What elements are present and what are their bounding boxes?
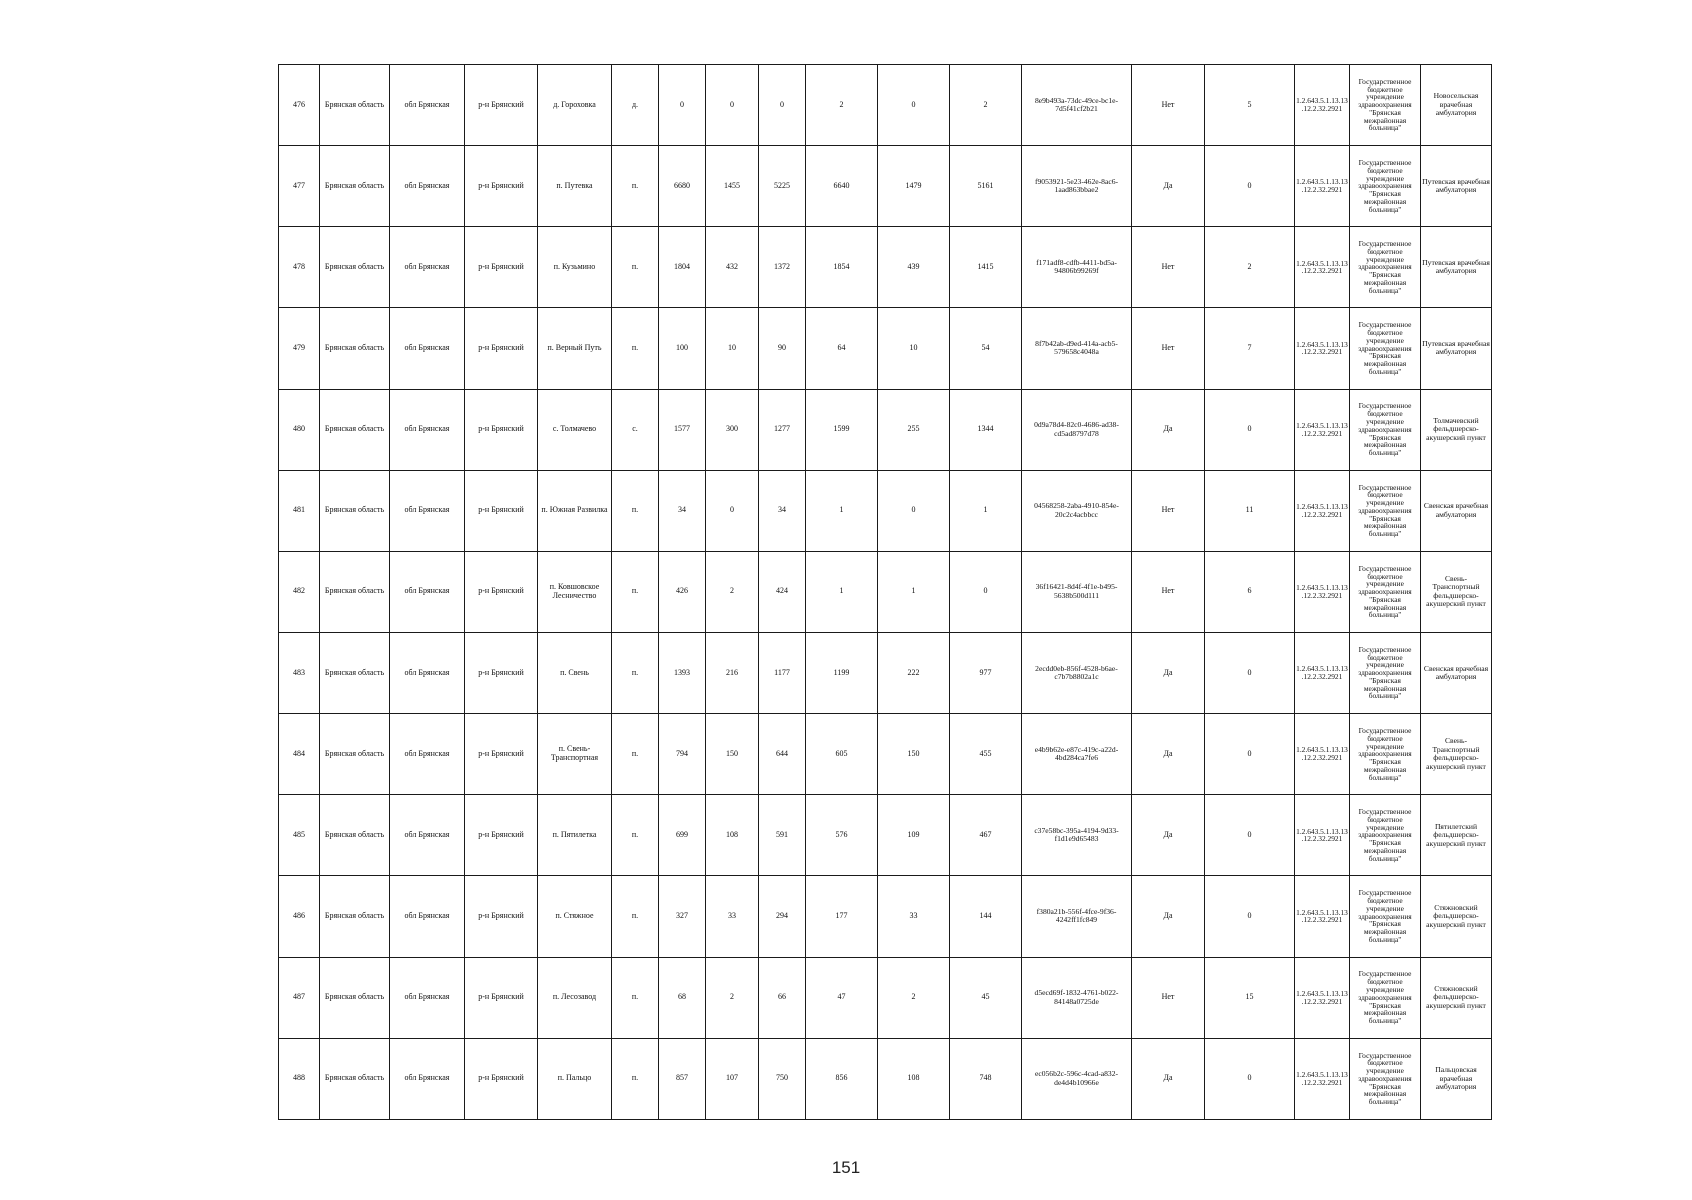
row-number-cell: 481 bbox=[279, 470, 320, 551]
attached-total-cell: 1854 bbox=[806, 227, 878, 308]
has-facility-cell: Да bbox=[1132, 389, 1205, 470]
table-row bbox=[279, 389, 1492, 470]
region-cell: Брянская область bbox=[320, 470, 390, 551]
population-adults-cell: 90 bbox=[759, 308, 806, 389]
attached-children-cell: 1479 bbox=[878, 146, 950, 227]
has-facility-cell: Да bbox=[1132, 1038, 1205, 1119]
table-row bbox=[279, 795, 1492, 876]
has-facility-cell: Нет bbox=[1132, 65, 1205, 146]
facility-cell: Свенская врачебная амбулатория bbox=[1421, 632, 1492, 713]
has-facility-cell: Нет bbox=[1132, 957, 1205, 1038]
row-number-cell: 488 bbox=[279, 1038, 320, 1119]
has-facility-cell: Да bbox=[1132, 876, 1205, 957]
oblast-cell: обл Брянская bbox=[390, 551, 465, 632]
settlement-cell: п. Верный Путь bbox=[538, 308, 612, 389]
has-facility-cell: Нет bbox=[1132, 470, 1205, 551]
population-adults-cell: 591 bbox=[759, 795, 806, 876]
attached-children-cell: 1 bbox=[878, 551, 950, 632]
population-total-cell: 0 bbox=[659, 65, 706, 146]
oblast-cell: обл Брянская bbox=[390, 146, 465, 227]
settlement-type-cell: п. bbox=[612, 714, 659, 795]
row-number-cell: 483 bbox=[279, 632, 320, 713]
settlement-cell: п. Свень bbox=[538, 632, 612, 713]
table-row bbox=[279, 876, 1492, 957]
facility-cell: Стяжновский фельдшерско-акушерский пункт bbox=[1421, 957, 1492, 1038]
attached-total-cell: 6640 bbox=[806, 146, 878, 227]
region-cell: Брянская область bbox=[320, 146, 390, 227]
oid-code-cell: 1.2.643.5.1.13.13.12.2.32.2921 bbox=[1295, 714, 1350, 795]
row-number-cell: 485 bbox=[279, 795, 320, 876]
row-number-cell: 476 bbox=[279, 65, 320, 146]
distance-cell: 0 bbox=[1205, 1038, 1295, 1119]
settlement-type-cell: п. bbox=[612, 632, 659, 713]
oid-code-cell: 1.2.643.5.1.13.13.12.2.32.2921 bbox=[1295, 551, 1350, 632]
district-cell: р-н Брянский bbox=[465, 632, 538, 713]
population-adults-cell: 66 bbox=[759, 957, 806, 1038]
distance-cell: 0 bbox=[1205, 389, 1295, 470]
region-cell: Брянская область bbox=[320, 714, 390, 795]
settlement-cell: д. Гороховка bbox=[538, 65, 612, 146]
facility-cell: Новосельская врачебная амбулатория bbox=[1421, 65, 1492, 146]
attached-children-cell: 0 bbox=[878, 470, 950, 551]
settlement-cell: п. Пятилетка bbox=[538, 795, 612, 876]
district-cell: р-н Брянский bbox=[465, 551, 538, 632]
settlement-cell: п. Лесозавод bbox=[538, 957, 612, 1038]
settlement-cell: п. Пальцо bbox=[538, 1038, 612, 1119]
population-children-cell: 108 bbox=[706, 795, 759, 876]
fias-guid-cell: c37e58bc-395a-4194-9d33-f1d1e9d65483 bbox=[1022, 795, 1132, 876]
organization-cell: Государственное бюджетное учреждение здравоохранения "Брянская межрайонная больница" bbox=[1350, 551, 1421, 632]
has-facility-cell: Нет bbox=[1132, 308, 1205, 389]
settlement-type-cell: п. bbox=[612, 876, 659, 957]
distance-cell: 0 bbox=[1205, 632, 1295, 713]
fias-guid-cell: 04568258-2aba-4910-854e-20c2c4acbbcc bbox=[1022, 470, 1132, 551]
population-adults-cell: 424 bbox=[759, 551, 806, 632]
table-row bbox=[279, 146, 1492, 227]
fias-guid-cell: e4b9b62e-e87c-419c-a22d-4bd284ca7fe6 bbox=[1022, 714, 1132, 795]
oblast-cell: обл Брянская bbox=[390, 65, 465, 146]
population-total-cell: 100 bbox=[659, 308, 706, 389]
distance-cell: 5 bbox=[1205, 65, 1295, 146]
attached-total-cell: 177 bbox=[806, 876, 878, 957]
settlement-type-cell: п. bbox=[612, 227, 659, 308]
attached-children-cell: 222 bbox=[878, 632, 950, 713]
population-children-cell: 10 bbox=[706, 308, 759, 389]
attached-adults-cell: 45 bbox=[950, 957, 1022, 1038]
population-total-cell: 699 bbox=[659, 795, 706, 876]
population-adults-cell: 1177 bbox=[759, 632, 806, 713]
population-total-cell: 1393 bbox=[659, 632, 706, 713]
region-cell: Брянская область bbox=[320, 876, 390, 957]
oid-code-cell: 1.2.643.5.1.13.13.12.2.32.2921 bbox=[1295, 389, 1350, 470]
attached-children-cell: 109 bbox=[878, 795, 950, 876]
population-total-cell: 6680 bbox=[659, 146, 706, 227]
attached-adults-cell: 455 bbox=[950, 714, 1022, 795]
attached-adults-cell: 467 bbox=[950, 795, 1022, 876]
organization-cell: Государственное бюджетное учреждение здравоохранения "Брянская межрайонная больница" bbox=[1350, 227, 1421, 308]
fias-guid-cell: 8e9b493a-73dc-49ce-bc1e-7d5f41cf2b21 bbox=[1022, 65, 1132, 146]
settlement-type-cell: п. bbox=[612, 795, 659, 876]
population-adults-cell: 750 bbox=[759, 1038, 806, 1119]
table-row bbox=[279, 227, 1492, 308]
distance-cell: 7 bbox=[1205, 308, 1295, 389]
has-facility-cell: Нет bbox=[1132, 551, 1205, 632]
settlement-type-cell: п. bbox=[612, 146, 659, 227]
population-adults-cell: 1277 bbox=[759, 389, 806, 470]
attached-adults-cell: 1415 bbox=[950, 227, 1022, 308]
population-total-cell: 794 bbox=[659, 714, 706, 795]
distance-cell: 2 bbox=[1205, 227, 1295, 308]
attached-total-cell: 1199 bbox=[806, 632, 878, 713]
region-cell: Брянская область bbox=[320, 795, 390, 876]
oid-code-cell: 1.2.643.5.1.13.13.12.2.32.2921 bbox=[1295, 308, 1350, 389]
facility-cell: Путевская врачебная амбулатория bbox=[1421, 227, 1492, 308]
population-total-cell: 857 bbox=[659, 1038, 706, 1119]
facility-cell: Толмачевский фельдшерско-акушерский пункт bbox=[1421, 389, 1492, 470]
region-cell: Брянская область bbox=[320, 632, 390, 713]
fias-guid-cell: f171adf8-cdfb-4411-bd5a-94806b99269f bbox=[1022, 227, 1132, 308]
settlement-cell: п. Свень-Транспортная bbox=[538, 714, 612, 795]
population-children-cell: 0 bbox=[706, 470, 759, 551]
attached-children-cell: 255 bbox=[878, 389, 950, 470]
population-adults-cell: 644 bbox=[759, 714, 806, 795]
fias-guid-cell: f9053921-5e23-462e-8ac6-1aad863bbae2 bbox=[1022, 146, 1132, 227]
settlement-cell: с. Толмачево bbox=[538, 389, 612, 470]
region-cell: Брянская область bbox=[320, 957, 390, 1038]
facility-cell: Свенская врачебная амбулатория bbox=[1421, 470, 1492, 551]
organization-cell: Государственное бюджетное учреждение здравоохранения "Брянская межрайонная больница" bbox=[1350, 632, 1421, 713]
facility-cell: Путевская врачебная амбулатория bbox=[1421, 146, 1492, 227]
settlement-cell: п. Стяжное bbox=[538, 876, 612, 957]
population-total-cell: 426 bbox=[659, 551, 706, 632]
attached-total-cell: 856 bbox=[806, 1038, 878, 1119]
row-number-cell: 486 bbox=[279, 876, 320, 957]
attached-total-cell: 64 bbox=[806, 308, 878, 389]
organization-cell: Государственное бюджетное учреждение здравоохранения "Брянская межрайонная больница" bbox=[1350, 957, 1421, 1038]
row-number-cell: 477 bbox=[279, 146, 320, 227]
population-children-cell: 2 bbox=[706, 957, 759, 1038]
has-facility-cell: Нет bbox=[1132, 227, 1205, 308]
settlement-type-cell: с. bbox=[612, 389, 659, 470]
population-children-cell: 0 bbox=[706, 65, 759, 146]
attached-total-cell: 1 bbox=[806, 551, 878, 632]
table-row bbox=[279, 714, 1492, 795]
oid-code-cell: 1.2.643.5.1.13.13.12.2.32.2921 bbox=[1295, 795, 1350, 876]
district-cell: р-н Брянский bbox=[465, 470, 538, 551]
district-cell: р-н Брянский bbox=[465, 714, 538, 795]
settlement-type-cell: п. bbox=[612, 551, 659, 632]
distance-cell: 11 bbox=[1205, 470, 1295, 551]
attached-children-cell: 10 bbox=[878, 308, 950, 389]
attached-adults-cell: 977 bbox=[950, 632, 1022, 713]
fias-guid-cell: d5ecd69f-1832-4761-b022-84148a0725de bbox=[1022, 957, 1132, 1038]
settlement-type-cell: п. bbox=[612, 957, 659, 1038]
organization-cell: Государственное бюджетное учреждение здравоохранения "Брянская межрайонная больница" bbox=[1350, 876, 1421, 957]
row-number-cell: 480 bbox=[279, 389, 320, 470]
attached-children-cell: 0 bbox=[878, 65, 950, 146]
distance-cell: 0 bbox=[1205, 795, 1295, 876]
attached-adults-cell: 54 bbox=[950, 308, 1022, 389]
settlement-cell: п. Путевка bbox=[538, 146, 612, 227]
organization-cell: Государственное бюджетное учреждение здравоохранения "Брянская межрайонная больница" bbox=[1350, 714, 1421, 795]
table-row bbox=[279, 1038, 1492, 1119]
population-adults-cell: 294 bbox=[759, 876, 806, 957]
region-cell: Брянская область bbox=[320, 65, 390, 146]
attached-adults-cell: 748 bbox=[950, 1038, 1022, 1119]
row-number-cell: 478 bbox=[279, 227, 320, 308]
organization-cell: Государственное бюджетное учреждение здравоохранения "Брянская межрайонная больница" bbox=[1350, 795, 1421, 876]
oid-code-cell: 1.2.643.5.1.13.13.12.2.32.2921 bbox=[1295, 227, 1350, 308]
table-row bbox=[279, 632, 1492, 713]
population-adults-cell: 1372 bbox=[759, 227, 806, 308]
fias-guid-cell: 8f7b42ab-d9ed-414a-acb5-579658c4048a bbox=[1022, 308, 1132, 389]
region-cell: Брянская область bbox=[320, 308, 390, 389]
population-children-cell: 107 bbox=[706, 1038, 759, 1119]
oblast-cell: обл Брянская bbox=[390, 957, 465, 1038]
region-cell: Брянская область bbox=[320, 389, 390, 470]
row-number-cell: 479 bbox=[279, 308, 320, 389]
population-total-cell: 327 bbox=[659, 876, 706, 957]
distance-cell: 0 bbox=[1205, 714, 1295, 795]
distance-cell: 0 bbox=[1205, 876, 1295, 957]
organization-cell: Государственное бюджетное учреждение здравоохранения "Брянская межрайонная больница" bbox=[1350, 1038, 1421, 1119]
attached-adults-cell: 1 bbox=[950, 470, 1022, 551]
oblast-cell: обл Брянская bbox=[390, 795, 465, 876]
facility-cell: Свень-Транспортный фельдшерско-акушерский пункт bbox=[1421, 551, 1492, 632]
organization-cell: Государственное бюджетное учреждение здравоохранения "Брянская межрайонная больница" bbox=[1350, 308, 1421, 389]
organization-cell: Государственное бюджетное учреждение здравоохранения "Брянская межрайонная больница" bbox=[1350, 389, 1421, 470]
fias-guid-cell: 36f16421-8d4f-4f1e-b495-5638b500d111 bbox=[1022, 551, 1132, 632]
table-row bbox=[279, 65, 1492, 146]
organization-cell: Государственное бюджетное учреждение здравоохранения "Брянская межрайонная больница" bbox=[1350, 146, 1421, 227]
distance-cell: 6 bbox=[1205, 551, 1295, 632]
oblast-cell: обл Брянская bbox=[390, 470, 465, 551]
oblast-cell: обл Брянская bbox=[390, 1038, 465, 1119]
settlement-cell: п. Южная Развилка bbox=[538, 470, 612, 551]
settlement-type-cell: п. bbox=[612, 1038, 659, 1119]
settlement-type-cell: п. bbox=[612, 308, 659, 389]
district-cell: р-н Брянский bbox=[465, 308, 538, 389]
population-total-cell: 1804 bbox=[659, 227, 706, 308]
attached-children-cell: 108 bbox=[878, 1038, 950, 1119]
settlement-registry-table bbox=[278, 64, 1492, 1120]
facility-cell: Свень-Транспортный фельдшерско-акушерский пункт bbox=[1421, 714, 1492, 795]
oblast-cell: обл Брянская bbox=[390, 876, 465, 957]
has-facility-cell: Да bbox=[1132, 632, 1205, 713]
population-adults-cell: 5225 bbox=[759, 146, 806, 227]
population-children-cell: 150 bbox=[706, 714, 759, 795]
page-number: 151 bbox=[831, 1158, 861, 1177]
attached-children-cell: 2 bbox=[878, 957, 950, 1038]
fias-guid-cell: 0d9a78d4-82c0-4686-ad38-cd5ad8797d78 bbox=[1022, 389, 1132, 470]
organization-cell: Государственное бюджетное учреждение здравоохранения "Брянская межрайонная больница" bbox=[1350, 470, 1421, 551]
settlement-cell: п. Кузьмино bbox=[538, 227, 612, 308]
table-row bbox=[279, 551, 1492, 632]
population-children-cell: 300 bbox=[706, 389, 759, 470]
table-body bbox=[279, 65, 1492, 1120]
attached-children-cell: 33 bbox=[878, 876, 950, 957]
oblast-cell: обл Брянская bbox=[390, 714, 465, 795]
facility-cell: Пальцовская врачебная амбулатория bbox=[1421, 1038, 1492, 1119]
attached-total-cell: 1599 bbox=[806, 389, 878, 470]
attached-total-cell: 47 bbox=[806, 957, 878, 1038]
oblast-cell: обл Брянская bbox=[390, 389, 465, 470]
attached-children-cell: 150 bbox=[878, 714, 950, 795]
region-cell: Брянская область bbox=[320, 1038, 390, 1119]
region-cell: Брянская область bbox=[320, 227, 390, 308]
oid-code-cell: 1.2.643.5.1.13.13.12.2.32.2921 bbox=[1295, 470, 1350, 551]
table-row bbox=[279, 308, 1492, 389]
population-children-cell: 216 bbox=[706, 632, 759, 713]
oid-code-cell: 1.2.643.5.1.13.13.12.2.32.2921 bbox=[1295, 632, 1350, 713]
has-facility-cell: Да bbox=[1132, 146, 1205, 227]
attached-children-cell: 439 bbox=[878, 227, 950, 308]
district-cell: р-н Брянский bbox=[465, 957, 538, 1038]
attached-adults-cell: 1344 bbox=[950, 389, 1022, 470]
population-total-cell: 34 bbox=[659, 470, 706, 551]
attached-adults-cell: 2 bbox=[950, 65, 1022, 146]
population-total-cell: 1577 bbox=[659, 389, 706, 470]
region-cell: Брянская область bbox=[320, 551, 390, 632]
oid-code-cell: 1.2.643.5.1.13.13.12.2.32.2921 bbox=[1295, 957, 1350, 1038]
settlement-cell: п. Ковшовское Лесничество bbox=[538, 551, 612, 632]
population-children-cell: 33 bbox=[706, 876, 759, 957]
facility-cell: Путевская врачебная амбулатория bbox=[1421, 308, 1492, 389]
row-number-cell: 482 bbox=[279, 551, 320, 632]
has-facility-cell: Да bbox=[1132, 714, 1205, 795]
distance-cell: 15 bbox=[1205, 957, 1295, 1038]
settlement-type-cell: д. bbox=[612, 65, 659, 146]
table-row bbox=[279, 957, 1492, 1038]
district-cell: р-н Брянский bbox=[465, 227, 538, 308]
oid-code-cell: 1.2.643.5.1.13.13.12.2.32.2921 bbox=[1295, 876, 1350, 957]
district-cell: р-н Брянский bbox=[465, 876, 538, 957]
attached-total-cell: 605 bbox=[806, 714, 878, 795]
oid-code-cell: 1.2.643.5.1.13.13.12.2.32.2921 bbox=[1295, 146, 1350, 227]
organization-cell: Государственное бюджетное учреждение здравоохранения "Брянская межрайонная больница" bbox=[1350, 65, 1421, 146]
oid-code-cell: 1.2.643.5.1.13.13.12.2.32.2921 bbox=[1295, 65, 1350, 146]
population-children-cell: 1455 bbox=[706, 146, 759, 227]
fias-guid-cell: f380a21b-556f-4fce-9f36-4242ff1fc849 bbox=[1022, 876, 1132, 957]
fias-guid-cell: 2ecdd0eb-856f-4528-b6ae-c7b7b8802a1c bbox=[1022, 632, 1132, 713]
district-cell: р-н Брянский bbox=[465, 389, 538, 470]
population-adults-cell: 0 bbox=[759, 65, 806, 146]
district-cell: р-н Брянский bbox=[465, 65, 538, 146]
oblast-cell: обл Брянская bbox=[390, 227, 465, 308]
attached-adults-cell: 5161 bbox=[950, 146, 1022, 227]
fias-guid-cell: ec056b2c-596c-4cad-a832-de4d4b10966e bbox=[1022, 1038, 1132, 1119]
distance-cell: 0 bbox=[1205, 146, 1295, 227]
attached-adults-cell: 144 bbox=[950, 876, 1022, 957]
attached-total-cell: 2 bbox=[806, 65, 878, 146]
population-total-cell: 68 bbox=[659, 957, 706, 1038]
attached-total-cell: 1 bbox=[806, 470, 878, 551]
facility-cell: Пятилетский фельдшерско-акушерский пункт bbox=[1421, 795, 1492, 876]
settlement-type-cell: п. bbox=[612, 470, 659, 551]
table-row bbox=[279, 470, 1492, 551]
population-adults-cell: 34 bbox=[759, 470, 806, 551]
population-children-cell: 432 bbox=[706, 227, 759, 308]
district-cell: р-н Брянский bbox=[465, 795, 538, 876]
attached-adults-cell: 0 bbox=[950, 551, 1022, 632]
district-cell: р-н Брянский bbox=[465, 146, 538, 227]
oblast-cell: обл Брянская bbox=[390, 632, 465, 713]
attached-total-cell: 576 bbox=[806, 795, 878, 876]
oblast-cell: обл Брянская bbox=[390, 308, 465, 389]
facility-cell: Стяжновский фельдшерско-акушерский пункт bbox=[1421, 876, 1492, 957]
row-number-cell: 484 bbox=[279, 714, 320, 795]
has-facility-cell: Да bbox=[1132, 795, 1205, 876]
row-number-cell: 487 bbox=[279, 957, 320, 1038]
population-children-cell: 2 bbox=[706, 551, 759, 632]
district-cell: р-н Брянский bbox=[465, 1038, 538, 1119]
oid-code-cell: 1.2.643.5.1.13.13.12.2.32.2921 bbox=[1295, 1038, 1350, 1119]
